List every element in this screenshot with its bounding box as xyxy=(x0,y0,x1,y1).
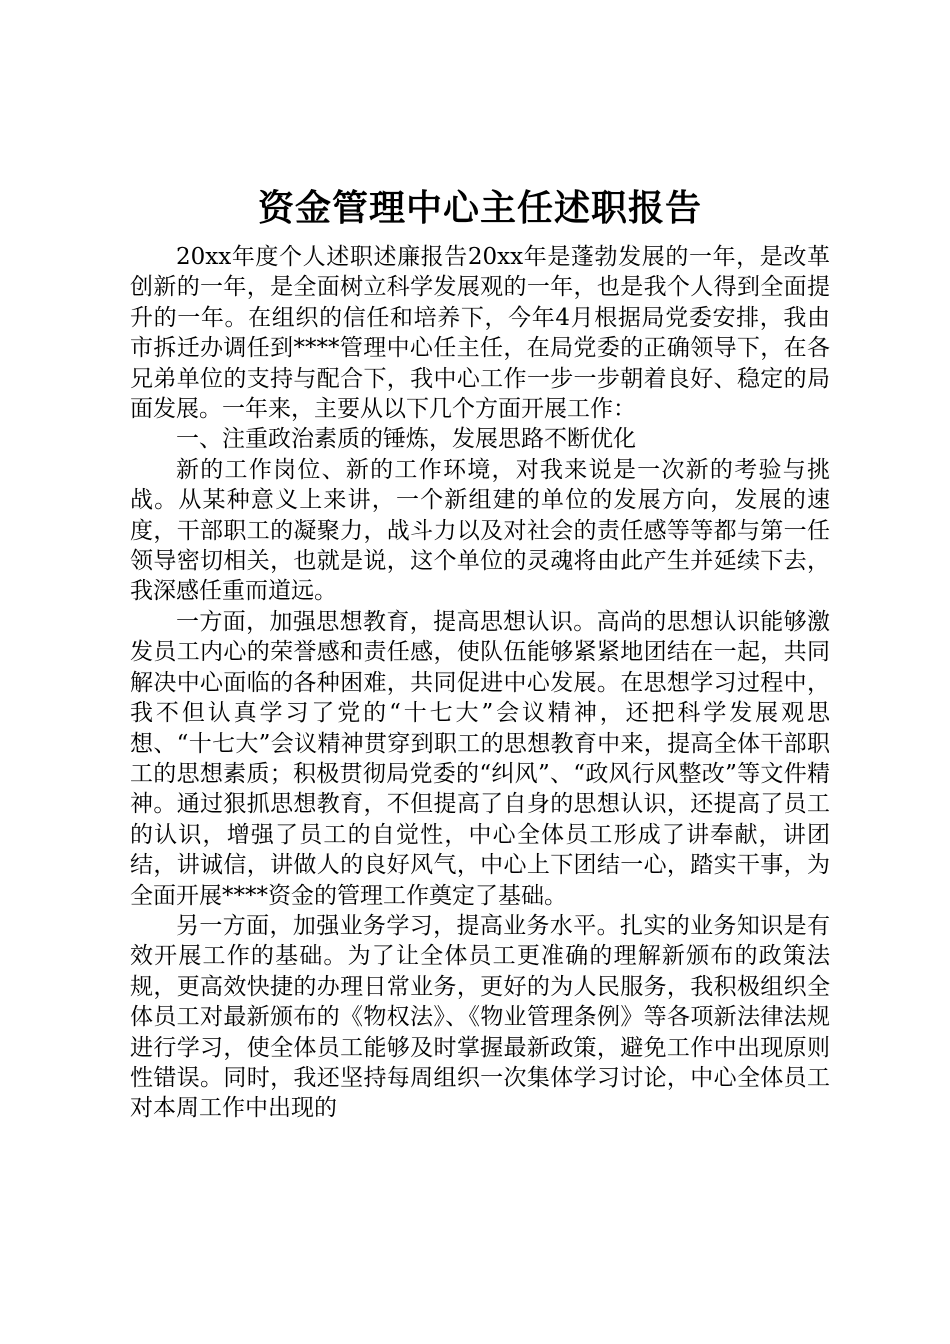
document-title: 资金管理中心主任述职报告 xyxy=(257,187,702,229)
paragraph-intro: 20xx年度个人述职述廉报告20xx年是蓬勃发展的一年，是改革创新的一年，是全面树立科学发展观的一年，也是我个人得到全面提升的一年。在组织的信任和培养下，今年4月根据局党委安排，我由市拆迁办调任到****管理中心任主任，在局党委的正确领导下，在各兄弟单位的支持与配合下，我中心工作一步一步朝着良好、稳定的局面发展。一年来，主要从以下几个方面开展工作： xyxy=(130,244,830,423)
paragraph-ideological-education: 一方面，加强思想教育，提高思想认识。高尚的思想认识能够激发员工内心的荣誉感和责任感，使队伍能够紧紧地团结在一起，共同解决中心面临的各种困难，共同促进中心发展。在思想学习过程中，我不但认真学习了党的“十七大”会议精神，还把科学发展观思想、“十七大”会议精神贯穿到职工的思想教育中来，提高全体干部职工的思想素质；积极贯彻局党委的“纠风”、“政风行风整改”等文件精神。通过狠抓思想教育，不但提高了自身的思想认识，还提高了员工的认识，增强了员工的自觉性，中心全体员工形成了讲奉献，讲团结，讲诚信，讲做人的良好风气，中心上下团结一心，踏实干事，为全面开展****资金的管理工作奠定了基础。 xyxy=(130,608,830,909)
section-heading-1: 一、注重政治素质的锤炼，发展思路不断优化 xyxy=(176,426,636,453)
document-page xyxy=(130,182,830,1124)
paragraph-business-study: 另一方面，加强业务学习，提高业务水平。扎实的业务知识是有效开展工作的基础。为了让全体员工更准确的理解新颁布的政策法规，更高效快捷的办理日常业务，更好的为人民服务，我积极组织全体员工对最新颁布的《物权法》、《物业管理条例》等各项新法律法规进行学习，使全体员工能够及时掌握最新政策，避免工作中出现原则性错误。同时，我还坚持每周组织一次集体学习讨论，中心全体员工对本周工作中出现的 xyxy=(130,912,830,1122)
paragraph-new-role: 新的工作岗位、新的工作环境，对我来说是一次新的考验与挑战。从某种意义上来讲，一个新组建的单位的发展方向，发展的速度，干部职工的凝聚力，战斗力以及对社会的责任感等等都与第一任领导密切相关，也就是说，这个单位的灵魂将由此产生并延续下去，我深感任重而道远。 xyxy=(130,456,830,605)
